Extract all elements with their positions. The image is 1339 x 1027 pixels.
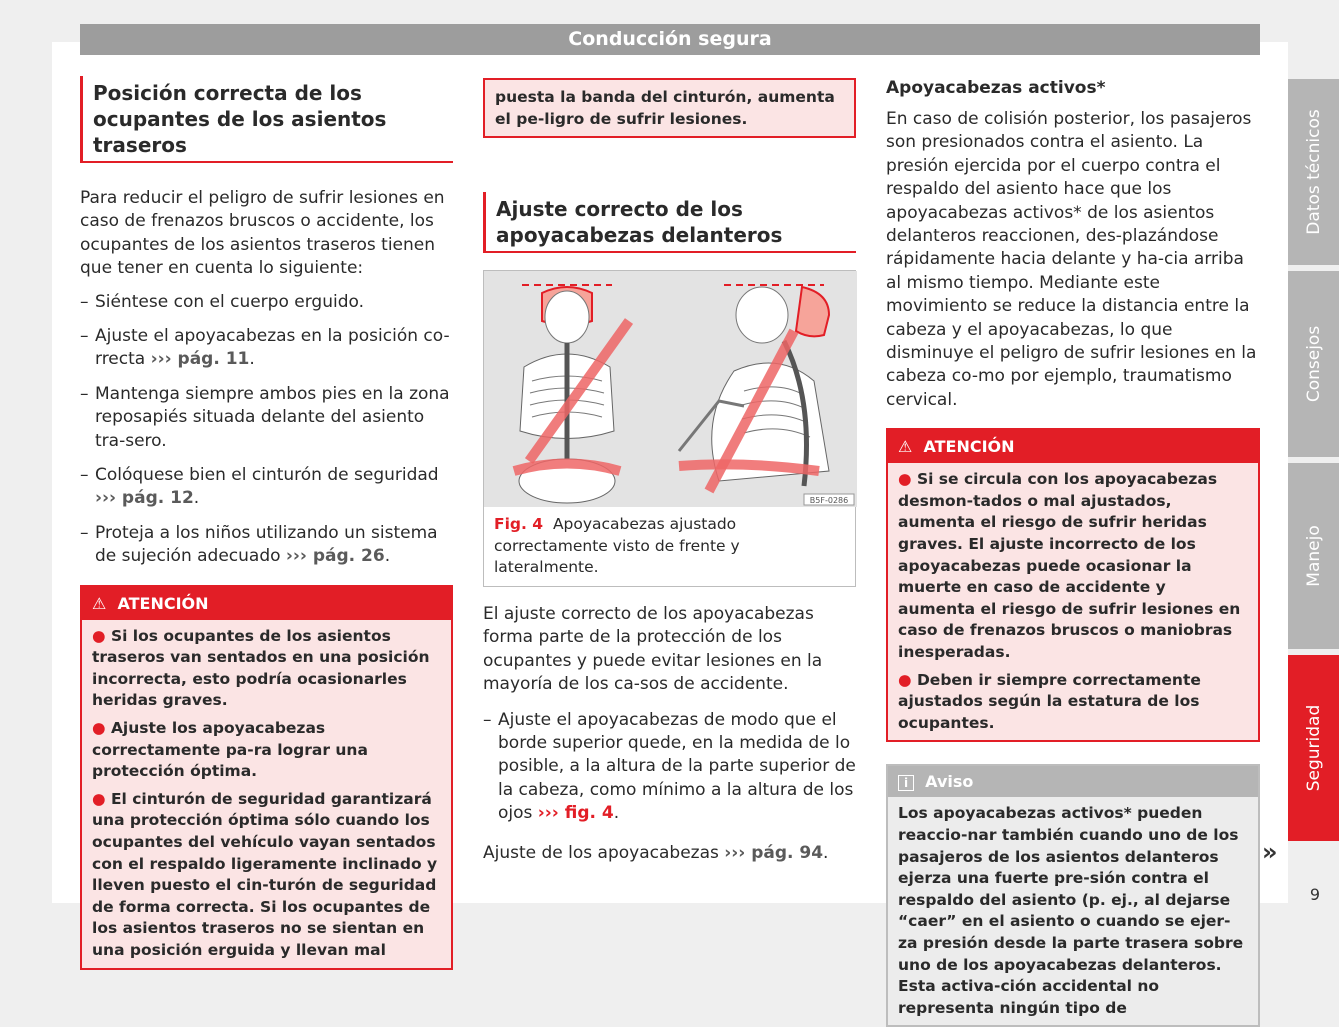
tab-consejos[interactable]: Consejos bbox=[1288, 271, 1339, 457]
note-body: Los apoyacabezas activos* pueden reaccio-nar también cuando uno de los pasajeros de los asientos delanteros ejerza una fuerte pre-sión contra el respaldo del asiento (p. ej., al dejarse “caer” en el asiento o cuando se ejer-za presión desde la parte trasera sobre uno de los apoyacabezas delanteros. Esta activa-ción accidental no representa ningún tipo de bbox=[898, 804, 1244, 1017]
list-item: – Ajuste el apoyacabezas de modo que el borde superior quede, en la medida de lo posible, a la altura de la parte superior de la cabeza, como mínimo a la altura de los ojos ››› fig. 4. bbox=[483, 709, 856, 826]
body-paragraph: El ajuste correcto de los apoyacabezas forma parte de la protección de los ocupantes y puede evitar lesiones en la mayoría de los ca-sos de accidente. bbox=[483, 603, 823, 695]
list-item: – Mantenga siempre ambos pies en la zona reposapiés situada delante del asiento tra-sero. bbox=[80, 383, 453, 453]
figure-4 bbox=[483, 270, 856, 587]
tab-seguridad[interactable]: Seguridad bbox=[1288, 655, 1339, 841]
tab-manejo[interactable]: Manejo bbox=[1288, 463, 1339, 649]
column-1 bbox=[80, 76, 453, 970]
bullet-icon: ● bbox=[898, 470, 912, 489]
page-link[interactable]: ››› pág. 26 bbox=[285, 546, 385, 567]
warning-item: ● Ajuste los apoyacabezas correctamente pa-ra lograr una protección óptima. bbox=[92, 719, 368, 781]
list-item: – Ajuste el apoyacabezas en la posición co-rrecta ››› pág. 11. bbox=[80, 325, 453, 372]
note-box bbox=[886, 764, 1260, 1027]
warning-triangle-icon: ⚠ bbox=[92, 593, 107, 613]
warning-header: ⚠ ATENCIÓN bbox=[82, 587, 451, 620]
page-link[interactable]: ››› pág. 12 bbox=[95, 488, 194, 509]
bullet-icon: ● bbox=[898, 670, 912, 689]
warning-item: ● El cinturón de seguridad garantizará una protección óptima sólo cuando los ocupantes del vehículo vayan sentados con el respaldo ligeramente inclinado y lleven puesto el cin-turón de seguridad de forma correcta. Si los ocupantes de los asientos traseros no se sientan en una posición erguida y llevan mal bbox=[92, 789, 438, 959]
bullet-icon: ● bbox=[92, 719, 106, 738]
note-header: i Aviso bbox=[888, 766, 1258, 797]
figure-caption: Fig. 4 Apoyacabezas ajustado correctamente visto de frente y lateralmente. bbox=[494, 515, 740, 577]
warning-item: ● Si se circula con los apoyacabezas desmon-tados o mal ajustados, aumenta el riesgo de sufrir heridas graves. El ajuste incorrecto de los apoyacabezas puede ocasionar la muerte en caso de accidente y aumenta el riesgo de sufrir lesiones en caso de frenazos bruscos o maniobras inesperadas. bbox=[898, 470, 1241, 662]
warning-continuation: puesta la banda del cinturón, aumenta el pe-ligro de sufrir lesiones. bbox=[483, 78, 856, 138]
headrest-illustration bbox=[484, 271, 855, 507]
figure-code: B5F-0286 bbox=[809, 496, 849, 506]
page-number: 9 bbox=[1309, 885, 1321, 904]
section-title-rear-occupants: Posición correcta de los ocupantes de los asientos traseros bbox=[80, 76, 453, 163]
intro-paragraph: Para reducir el peligro de sufrir lesiones en caso de frenazos bruscos o accidente, los ocupantes de los asientos traseros tienen que tener en cuenta lo siguiente: bbox=[80, 188, 445, 279]
page-link[interactable]: ››› pág. 11 bbox=[150, 349, 250, 370]
tab-datos-tecnicos[interactable]: Datos técnicos bbox=[1288, 79, 1339, 265]
warning-box bbox=[80, 585, 453, 970]
warning-body bbox=[82, 620, 451, 968]
bullet-icon: ● bbox=[92, 789, 106, 808]
warning-item: ● Si los ocupantes de los asientos traseros van sentados en una posición incorrecta, esto podría ocasionarles heridas graves. bbox=[92, 626, 430, 710]
warning-box bbox=[886, 428, 1260, 742]
info-icon: i bbox=[898, 775, 914, 791]
continue-arrow-icon: » bbox=[1262, 838, 1278, 866]
page-header: Conducción segura bbox=[80, 24, 1260, 55]
warning-header: ⚠ ATENCIÓN bbox=[888, 430, 1258, 463]
page-link[interactable]: ››› pág. 94 bbox=[724, 842, 824, 863]
column-2 bbox=[483, 78, 856, 865]
body-paragraph: En caso de colisión posterior, los pasajeros son presionados contra el asiento. La presión ejercida por el cuerpo contra el respaldo del asiento hace que los apoyacabezas activos* de los asientos delanteros reaccionen, des-plazándose rápidamente hacia delante y ha-cia arriba al mismo tiempo. Mediante este movimiento se reduce la distancia entre la cabeza y el apoyacabezas, lo que disminuye el peligro de sufrir lesiones en la cabeza co-mo por ejemplo, traumatismo cervical. bbox=[886, 109, 1257, 410]
warning-item: ● Deben ir siempre correctamente ajustados según la estatura de los ocupantes. bbox=[898, 670, 1201, 732]
warning-triangle-icon: ⚠ bbox=[898, 437, 913, 457]
subsection-title-active-headrests: Apoyacabezas activos* bbox=[886, 78, 1106, 98]
list-item: – Colóquese bien el cinturón de seguridad ››› pág. 12. bbox=[80, 464, 453, 511]
warning-body bbox=[888, 463, 1258, 740]
skeleton-headrest-icon bbox=[484, 271, 857, 507]
bullet-icon: ● bbox=[92, 626, 106, 645]
list-item: – Proteja a los niños utilizando un sistema de sujeción adecuado ››› pág. 26. bbox=[80, 522, 453, 569]
column-3 bbox=[886, 76, 1260, 1027]
figure-link[interactable]: ››› fig. 4 bbox=[537, 803, 614, 824]
section-title-front-headrests: Ajuste correcto de los apoyacabezas delanteros bbox=[483, 192, 856, 253]
cross-reference: Ajuste de los apoyacabezas ››› pág. 94. bbox=[483, 842, 829, 863]
list-item: – Siéntese con el cuerpo erguido. bbox=[80, 291, 453, 314]
